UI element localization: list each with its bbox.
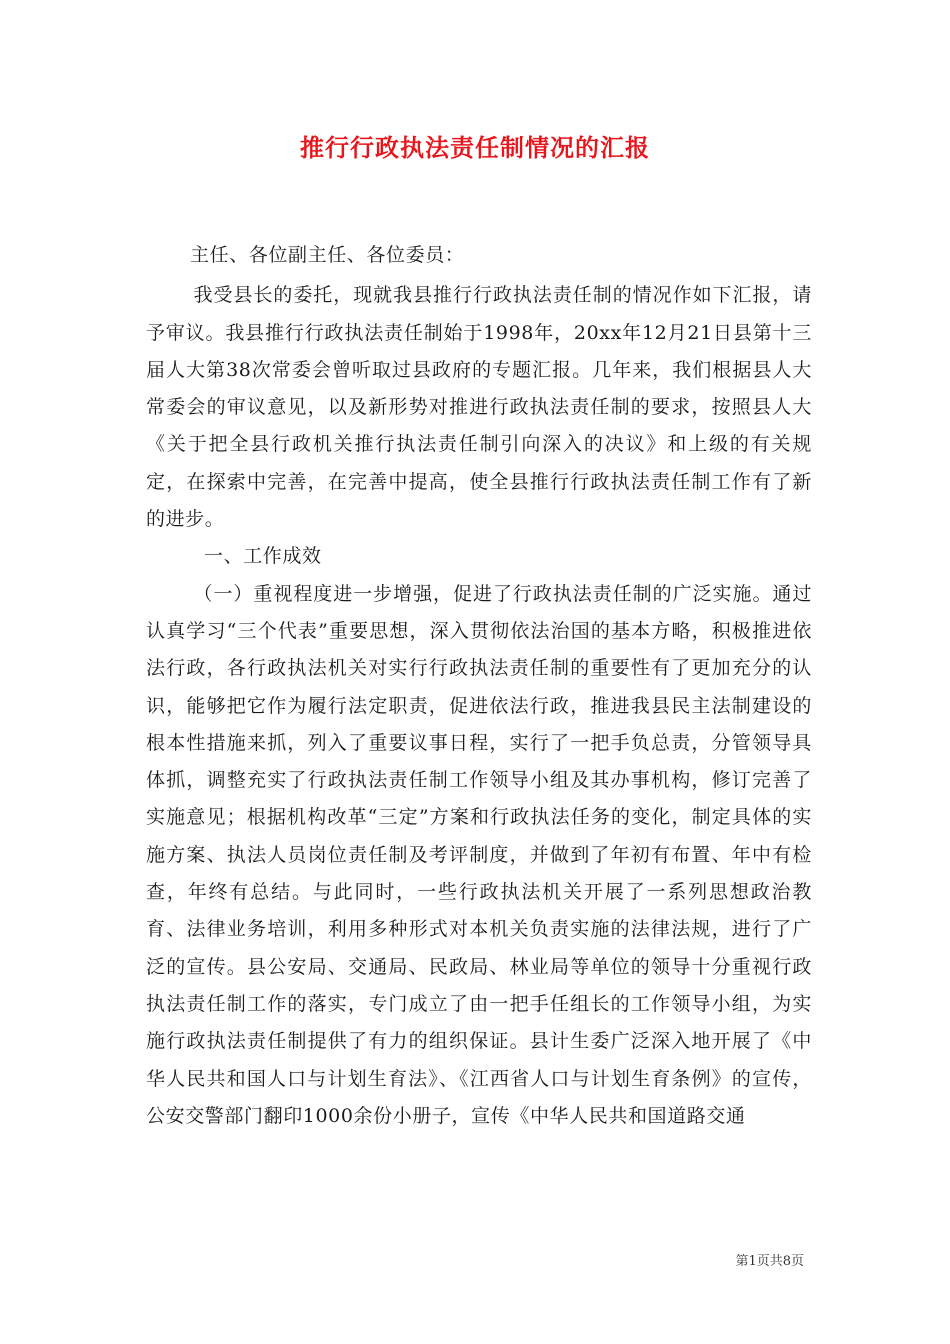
document-title: 推行行政执法责任制情况的汇报 xyxy=(300,134,650,162)
document-body xyxy=(146,237,812,1135)
section-heading: 一、工作成效 xyxy=(204,545,322,568)
section-paragraph: （一）重视程度进一步增强，促进了行政执法责任制的广泛实施。通过认真学习“三个代表”重要思想，深入贯彻依法治国的基本方略，积极推进依法行政，各行政执法机关对实行行政执法责任制的重要性有了更加充分的认识，能够把它作为履行法定职责，促进依法行政，推进我县民主法制建设的根本性措施来抓，列入了重要议事日程，实行了一把手负总责，分管领导具体抓，调整充实了行政执法责任制工作领导小组及其办事机构，修订完善了实施意见；根据机构改革“三定”方案和行政执法任务的变化，制定具体的实施方案、执法人员岗位责任制及考评制度，并做到了年初有布置、年中有检查，年终有总结。与此同时，一些行政执法机关开展了一系列思想政治教育、法律业务培训，利用多种形式对本机关负责实施的法律法规，进行了广泛的宣传。县公安局、交通局、民政局、林业局等单位的领导十分重视行政执法责任制工作的落实，专门成立了由一把手任组长的工作领导小组，为实施行政执法责任制提供了有力的组织保证。县计生委广泛深入地开展了《中华人民共和国人口与计划生育法》、《江西省人口与计划生育条例》的宣传，公安交警部门翻印1000余份小册子，宣传《中华人民共和国道路交通 xyxy=(146,582,812,1127)
intro-paragraph: 我受县长的委托，现就我县推行行政执法责任制的情况作如下汇报，请予审议。我县推行行政执法责任制始于1998年，20xx年12月21日县第十三届人大第38次常委会曾听取过县政府的专题汇报。几年来，我们根据县人大常委会的审议意见，以及新形势对推进行政执法责任制的要求，按照县人大《关于把全县行政机关推行执法责任制引向深入的决议》和上级的有关规定，在探索中完善，在完善中提高，使全县推行行政执法责任制工作有了新的进步。 xyxy=(146,284,812,531)
page-number: 第1页共8页 xyxy=(735,1254,804,1269)
salutation: 主任、各位副主任、各位委员： xyxy=(190,244,465,266)
